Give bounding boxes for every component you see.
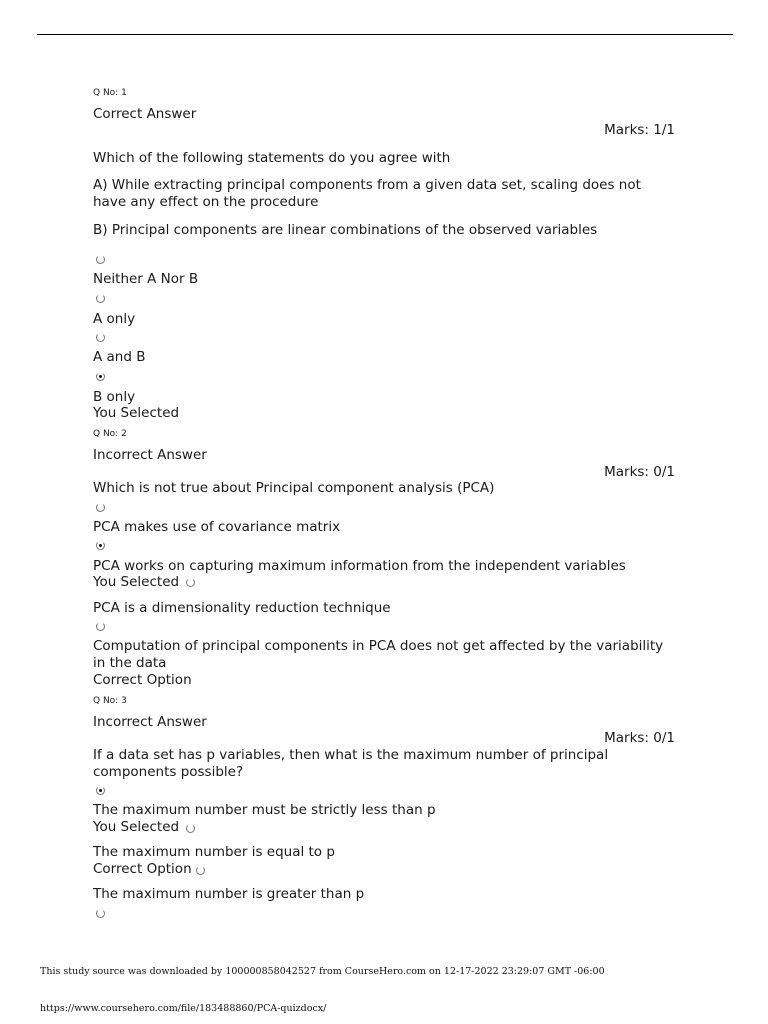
option-label: The maximum number must be strictly less than p bbox=[93, 802, 436, 818]
question-number: Q No: 1 bbox=[93, 88, 127, 98]
statement-a: A) While extracting principal components from a given data set, scaling does not have any effect on the procedure bbox=[93, 177, 641, 210]
radio-icon[interactable] bbox=[96, 909, 105, 918]
radio-selected-icon[interactable] bbox=[96, 541, 105, 550]
option-label: A and B bbox=[93, 349, 146, 365]
radio-icon[interactable] bbox=[186, 824, 195, 833]
radio-icon[interactable] bbox=[186, 578, 195, 587]
source-url[interactable]: https://www.coursehero.com/file/183488860/PCA-quizdocx/ bbox=[40, 1003, 327, 1014]
option-label: PCA makes use of covariance matrix bbox=[93, 519, 341, 535]
question-prompt: If a data set has p variables, then what is the maximum number of principal components possible? bbox=[93, 747, 609, 780]
option-label: PCA works on capturing maximum information from the independent variables bbox=[93, 558, 626, 574]
radio-icon[interactable] bbox=[96, 622, 105, 631]
option-label: Neither A Nor B bbox=[93, 271, 199, 287]
question-prompt: Which is not true about Principal component analysis (PCA) bbox=[93, 480, 495, 496]
marks: Marks: 1/1 bbox=[604, 122, 675, 138]
answer-status: Incorrect Answer bbox=[93, 714, 207, 730]
statement-b: B) Principal components are linear combinations of the observed variables bbox=[93, 222, 598, 238]
radio-icon[interactable] bbox=[96, 333, 105, 342]
option-label: The maximum number is equal to p bbox=[93, 844, 335, 860]
source-footer: This study source was downloaded by 100000858042527 from CourseHero.com on 12-17-2022 23:29:07 GMT -06:00 bbox=[40, 966, 605, 977]
radio-icon[interactable] bbox=[96, 503, 105, 512]
correct-option-label: Correct Option bbox=[93, 672, 192, 688]
radio-icon[interactable] bbox=[96, 255, 105, 264]
answer-status: Correct Answer bbox=[93, 106, 197, 122]
radio-selected-icon[interactable] bbox=[96, 786, 105, 795]
answer-status: Incorrect Answer bbox=[93, 447, 207, 463]
question-prompt: Which of the following statements do you agree with bbox=[93, 150, 451, 166]
you-selected-label: You Selected bbox=[93, 819, 180, 835]
radio-icon[interactable] bbox=[96, 294, 105, 303]
option-label: B only bbox=[93, 389, 136, 405]
marks: Marks: 0/1 bbox=[604, 464, 675, 480]
you-selected-label: You Selected bbox=[93, 405, 180, 421]
option-label: The maximum number is greater than p bbox=[93, 886, 365, 902]
option-label: PCA is a dimensionality reduction technique bbox=[93, 600, 391, 616]
option-label: Computation of principal components in PCA does not get affected by the variability in the data bbox=[93, 638, 664, 671]
radio-icon[interactable] bbox=[196, 866, 205, 875]
correct-option-label: Correct Option bbox=[93, 861, 192, 877]
you-selected-label: You Selected bbox=[93, 574, 180, 590]
marks: Marks: 0/1 bbox=[604, 730, 675, 746]
radio-selected-icon[interactable] bbox=[96, 372, 105, 381]
option-label: A only bbox=[93, 311, 136, 327]
top-rule bbox=[37, 34, 733, 35]
question-number: Q No: 3 bbox=[93, 696, 127, 706]
question-number: Q No: 2 bbox=[93, 429, 127, 439]
